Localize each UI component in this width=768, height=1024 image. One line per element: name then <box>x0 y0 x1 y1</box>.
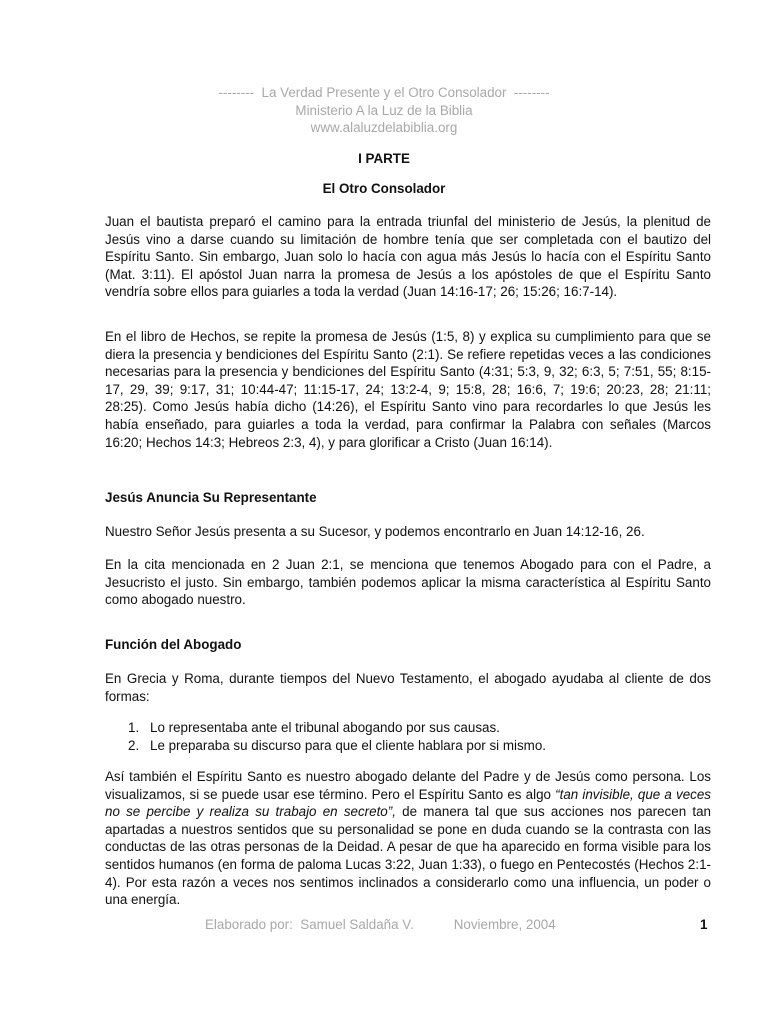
paragraph-6-part-2: de manera tal que sus acciones nos parecen tan apartadas a nuestros sentidos que su personalidad se pone en duda cuando se la contrasta con las conductas de las otras personas de la Deidad. A pesar de que ha aparecido en forma visible para los sentidos humanos (en forma de paloma Lucas 3:22, Juan 1:33), o fuego en Pentecostés (Hechos 2:1-4). Por esta razón a veces nos sentimos inclinados a considerarlo como una influencia, un poder o una energía. <box>105 804 711 908</box>
page-number: 1 <box>700 917 708 932</box>
section-title-representante: Jesús Anuncia Su Representante <box>105 490 317 505</box>
paragraph-6-quote: “tan invisible, que a veces no se percibe y realiza su trabajo en secreto”, <box>105 786 711 820</box>
paragraph-1-text: Juan el bautista preparó el camino para la entrada triunfal del ministerio de Jesús, la plenitud de Jesús vino a darse cuando su limitación de hombre tenía que ser completada con el bautizo del Espíritu Santo. Sin embargo, Juan solo lo hacía con agua más Jesús lo hacía con el Espíritu Santo (Mat. 3:11). El apóstol Juan narra la promesa de Jesús a los apóstoles de que el Espíritu Santo vendría sobre ellos para guiarles a toda la verdad (Juan 14:16-17; 26; 15:26; 16:7-14). <box>105 214 711 300</box>
paragraph-6-part-1: Así también el Espíritu Santo es nuestro abogado delante del Padre y de Jesús como persona. Los visualizamos, si se puede usar ese término. Pero el Espíritu Santo es algo <box>105 769 711 802</box>
paragraph-2 <box>105 328 711 451</box>
chapter-title: El Otro Consolador <box>322 181 446 196</box>
list-item <box>128 719 546 737</box>
list-item-text: Lo representaba ante el tribunal abogando por sus causas. <box>150 720 500 735</box>
paragraph-6-text <box>105 768 711 909</box>
list-item-text: Le preparaba su discurso para que el cliente hablara por si mismo. <box>150 737 546 753</box>
abogado-functions-list <box>128 719 546 754</box>
paragraph-3 <box>105 523 711 541</box>
list-item <box>128 737 546 755</box>
header-title: -------- La Verdad Presente y el Otro Consolador -------- <box>218 85 550 100</box>
header-ministry: Ministerio A la Luz de la Biblia <box>295 102 473 118</box>
header-website: www.alaluzdelabiblia.org <box>310 120 458 135</box>
footer-author: Elaborado por: Samuel Saldaña V. <box>205 917 414 932</box>
paragraph-4 <box>105 556 711 609</box>
paragraph-5 <box>105 670 711 705</box>
paragraph-6 <box>105 768 711 909</box>
paragraph-2-text: En el libro de Hechos, se repite la promesa de Jesús (1:5, 8) y explica su cumplimiento para que se diera la presencia y bendiciones del Espíritu Santo (2:1). Se refiere repetidas veces a las condiciones necesarias para la presencia y bendiciones del Espíritu Santo (4:31; 5:3, 9, 32; 6:3, 5; 7:51, 55; 8:15-17, 29, 39; 9:17, 31; 10:44-47; 11:15-17, 24; 13:2-4, 9; 15:8, 28; 16:6, 7; 19:6; 20:23, 28; 21:11; 28:25). Como Jesús había dicho (14:26), el Espíritu Santo vino para recordarles lo que Jesús les había enseñado, para guiarles a toda la verdad, para confirmar la Palabra con señales (Marcos 16:20; Hechos 14:3; Hebreos 2:3, 4), y para glorificar a Cristo (Juan 16:14). <box>105 329 711 450</box>
footer-date: Noviembre, 2004 <box>453 917 556 932</box>
document-footer <box>205 917 596 932</box>
paragraph-3-text: Nuestro Señor Jesús presenta a su Sucesor, y podemos encontrarlo en Juan 14:12-16, 26. <box>105 524 645 539</box>
part-title: I PARTE <box>358 151 410 166</box>
paragraph-5-text: En Grecia y Roma, durante tiempos del Nuevo Testamento, el abogado ayudaba al cliente de dos formas: <box>105 671 711 704</box>
section-title-funcion: Función del Abogado <box>105 637 242 652</box>
paragraph-1 <box>105 213 711 301</box>
document-header <box>0 84 768 137</box>
list-item-number: 1. <box>128 720 140 735</box>
paragraph-4-text: En la cita mencionada en 2 Juan 2:1, se menciona que tenemos Abogado para con el Padre, a Jesucristo el justo. Sin embargo, también podemos aplicar la misma característica al Espíritu Santo como abogado nuestro. <box>105 557 711 608</box>
list-item-number: 2. <box>128 737 140 753</box>
